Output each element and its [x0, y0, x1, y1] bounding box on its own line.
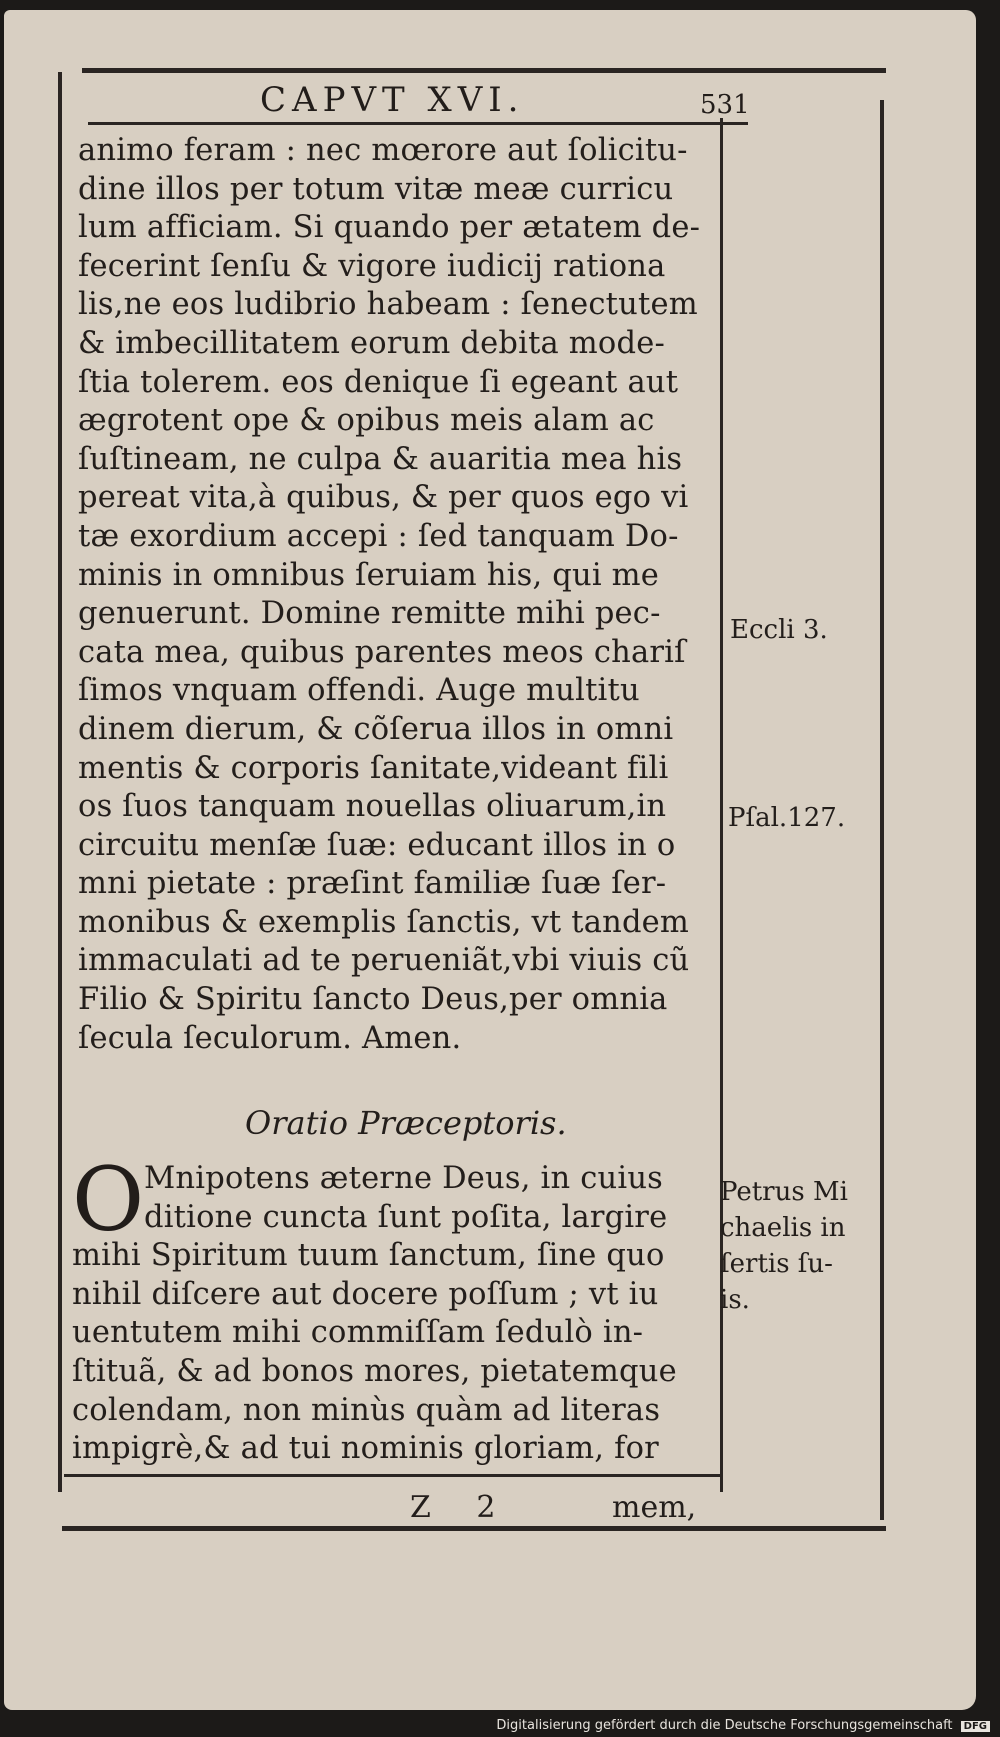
body-text	[78, 132, 738, 1058]
text-bottom-rule	[64, 1474, 720, 1477]
signature-mark: Z 2	[410, 1490, 514, 1525]
section-line: ditione cuncta ſunt poſita, largire	[144, 1199, 668, 1235]
body-line: fecerint ſenſu & vigore iudicij rationa	[78, 248, 666, 284]
margin-note-eccli: Eccli 3.	[730, 615, 828, 645]
body-line: monibus & exemplis ſanctis, vt tandem	[78, 904, 690, 940]
section-line: mihi Spiritum tuum ſanctum, ſine quo	[72, 1238, 665, 1274]
section-title: Oratio Præceptoris.	[245, 1104, 567, 1142]
section-line: nihil diſcere aut docere poſſum ; vt iu	[72, 1276, 659, 1312]
body-line: ſimos vnquam offendi. Auge multitu	[78, 673, 640, 709]
body-line: tæ exordium accepi : ſed tanquam Do-	[78, 518, 679, 554]
body-line: animo feram : nec mœrore aut ſolicitu-	[78, 133, 688, 168]
top-border-rule	[82, 68, 886, 73]
margin-note-line: chaelis in	[720, 1213, 846, 1243]
header-rule	[88, 122, 748, 125]
body-line: ægrotent ope & opibus meis alam ac	[78, 403, 655, 439]
credit-text: Digitalisierung gefördert durch die Deutsche Forschungsgemeinschaft	[496, 1718, 953, 1733]
chapter-heading: CAPVT XVI.	[260, 80, 525, 120]
section-line: uentutem mihi commiſſam ſedulò in-	[72, 1315, 644, 1351]
body-line: Filio & Spiritu ſancto Deus,per omnia	[78, 982, 668, 1018]
body-line: immaculati ad te perueniãt,vbi viuis cũ	[78, 943, 690, 979]
section-line: impigrè,& ad tui nominis gloriam, for	[72, 1431, 659, 1467]
bottom-border-rule	[62, 1526, 886, 1531]
margin-note-psal: Pſal.127.	[728, 803, 846, 833]
margin-note-line: ſertis ſu-	[720, 1249, 833, 1279]
margin-note-line: is.	[720, 1285, 750, 1315]
body-line: dinem dierum, & cõſerua illos in omni	[78, 711, 674, 747]
body-line: ſuſtineam, ne culpa & auaritia mea his	[78, 441, 683, 477]
body-line: cata mea, quibus parentes meos chariſ	[78, 634, 686, 670]
body-line: os ſuos tanquam nouellas oliuarum,in	[78, 789, 667, 825]
body-line: lum afficiam. Si quando per ætatem de-	[78, 210, 701, 246]
body-line: minis in omnibus ſeruiam his, qui me	[78, 557, 660, 593]
catchword: mem,	[612, 1490, 697, 1525]
dfg-logo-icon: DFG	[961, 1721, 990, 1732]
body-line: circuitu menſæ ſuæ: educant illos in o	[78, 827, 676, 863]
body-line: mentis & corporis ſanitate,videant fili	[78, 750, 669, 786]
body-line: genuerunt. Domine remitte mihi pec-	[78, 596, 661, 632]
page-number: 531	[700, 90, 750, 120]
body-line: dine illos per totum vitæ meæ curricu	[78, 171, 674, 207]
section-line: ſtituã, & ad bonos mores, pietatemque	[72, 1353, 677, 1389]
body-line: pereat vita,à quibus, & per quos ego vi	[78, 480, 689, 516]
body-line: & imbecillitatem eorum debita mode-	[78, 325, 665, 361]
section-line: colendam, non minùs quàm ad literas	[72, 1392, 661, 1428]
body-line: ſtia tolerem. eos denique ſi egeant aut	[78, 364, 679, 400]
left-border-rule	[58, 72, 62, 1492]
margin-note-petrus	[720, 1174, 848, 1318]
margin-note-line: Petrus Mi	[720, 1177, 848, 1207]
body-line: lis,ne eos ludibrio habeam : ſenectutem	[78, 287, 698, 323]
section-text	[72, 1160, 732, 1469]
digitization-credit	[496, 1718, 990, 1733]
body-line: mni pietate : præſint familiæ ſuæ ſer-	[78, 866, 667, 902]
right-border-rule	[880, 100, 884, 1520]
body-line: ſecula ſeculorum. Amen.	[78, 1020, 462, 1056]
drop-capital: O	[72, 1148, 145, 1251]
section-line: Mnipotens æterne Deus, in cuius	[144, 1161, 664, 1196]
